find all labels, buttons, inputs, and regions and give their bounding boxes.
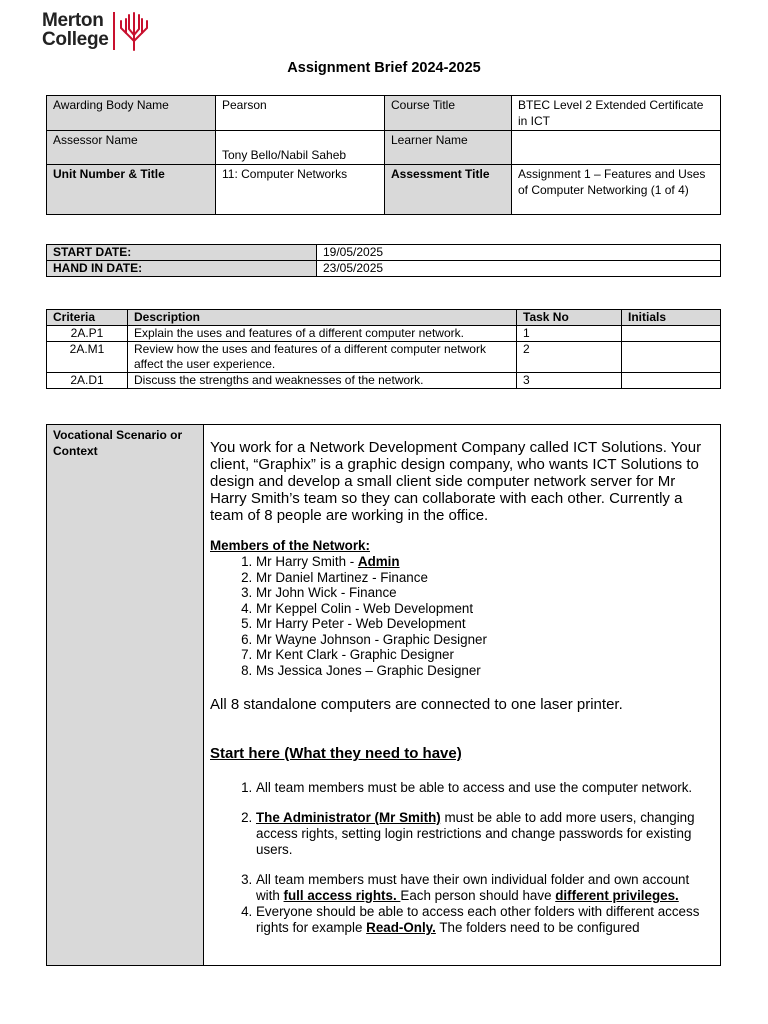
criteria-initials[interactable]	[622, 373, 721, 389]
printer-note: All 8 standalone computers are connected to one laser printer.	[210, 696, 623, 713]
table-row	[47, 326, 721, 342]
initials-header: Initials	[622, 310, 721, 326]
criteria-initials[interactable]	[622, 342, 721, 373]
members-list	[210, 554, 714, 678]
dates-table	[46, 244, 721, 277]
logo-divider	[113, 12, 115, 50]
list-item	[256, 810, 714, 858]
need-text: Everyone should be able to access each other folders with different access rights for example	[256, 904, 700, 935]
start-date-label: START DATE:	[47, 245, 317, 261]
criteria-description: Review how the uses and features of a different computer network affect the user experience.	[128, 342, 517, 373]
unit-label: Unit Number & Title	[47, 165, 216, 215]
course-title-value: BTEC Level 2 Extended Certificate in ICT	[512, 96, 721, 131]
list-item	[256, 554, 714, 570]
scenario-content	[204, 425, 721, 966]
criteria-header-row	[47, 310, 721, 326]
table-row	[47, 425, 721, 966]
criteria-description: Explain the uses and features of a different computer network.	[128, 326, 517, 342]
members-heading: Members of the Network:	[210, 538, 370, 553]
handin-date-value: 23/05/2025	[317, 261, 721, 277]
table-row	[47, 96, 721, 131]
criteria-task: 2	[517, 342, 622, 373]
needs-list	[210, 780, 714, 936]
table-row	[47, 131, 721, 165]
list-item: 7. Mr Kent Clark - Graphic Designer	[256, 647, 714, 663]
criteria-code: 2A.M1	[47, 342, 128, 373]
course-title-label: Course Title	[385, 96, 512, 131]
handin-date-label: HAND IN DATE:	[47, 261, 317, 277]
list-item: 4. Mr Keppel Colin - Web Development	[256, 601, 714, 617]
assessor-value: Tony Bello/Nabil Saheb	[216, 131, 385, 165]
criteria-code: 2A.P1	[47, 326, 128, 342]
read-only-highlight: Read-Only.	[366, 920, 436, 935]
list-item: 2. Mr Daniel Martinez - Finance	[256, 570, 714, 586]
logo-text	[42, 11, 109, 49]
table-row	[47, 245, 721, 261]
start-heading: Start here (What they need to have)	[210, 745, 462, 762]
admin-role: Admin	[357, 554, 400, 569]
start-date-value: 19/05/2025	[317, 245, 721, 261]
assessor-label: Assessor Name	[47, 131, 216, 165]
page-title: Assignment Brief 2024-2025	[287, 60, 481, 76]
logo-line2: College	[42, 29, 109, 50]
list-item: 8. Ms Jessica Jones – Graphic Designer	[256, 663, 714, 679]
need-text: must be able to add more users, changing access rights, setting login restrictions and change passwords for existing users.	[256, 810, 695, 857]
need-text: All team members must have their own individual folder and own account with	[256, 872, 690, 903]
unit-value: 11: Computer Networks	[216, 165, 385, 215]
table-row	[47, 165, 721, 215]
list-item	[256, 872, 714, 904]
logo-line1: Merton	[42, 10, 104, 31]
list-item: 5. Mr Harry Peter - Web Development	[256, 616, 714, 632]
criteria-description: Discuss the strengths and weaknesses of the network.	[128, 373, 517, 389]
admin-highlight: The Administrator (Mr Smith)	[256, 810, 441, 825]
college-logo	[42, 11, 150, 53]
scenario-label: Vocational Scenario or Context	[47, 425, 204, 966]
table-row	[47, 261, 721, 277]
list-item: 1. All team members must be able to access and use the computer network.	[256, 780, 714, 796]
scenario-intro: You work for a Network Development Company called ICT Solutions. Your client, “Graphix” is a graphic design company, who wants ICT Solutions to design and develop a small client side computer network server for Mr Harry Smith’s team so they can collaborate with each other. Currently a team of 8 people are working in the office.	[210, 439, 702, 524]
criteria-task: 1	[517, 326, 622, 342]
awarding-body-label: Awarding Body Name	[47, 96, 216, 131]
learner-label: Learner Name	[385, 131, 512, 165]
table-row	[47, 373, 721, 389]
member-name: Mr Harry Smith -	[256, 554, 358, 569]
list-item	[256, 904, 714, 936]
tree-icon	[118, 11, 150, 51]
full-access-highlight: full access rights.	[283, 888, 401, 903]
criteria-code: 2A.D1	[47, 373, 128, 389]
assessment-title-label: Assessment Title	[385, 165, 512, 215]
assessment-title-value: Assignment 1 – Features and Uses of Computer Networking (1 of 4)	[512, 165, 721, 215]
description-header: Description	[128, 310, 517, 326]
criteria-header: Criteria	[47, 310, 128, 326]
criteria-table	[46, 309, 721, 389]
awarding-body-value: Pearson	[216, 96, 385, 131]
task-header: Task No	[517, 310, 622, 326]
list-item: 3. Mr John Wick - Finance	[256, 585, 714, 601]
scenario-table	[46, 424, 721, 966]
criteria-initials[interactable]	[622, 326, 721, 342]
privileges-highlight: different privileges.	[555, 888, 679, 903]
table-row	[47, 342, 721, 373]
info-table	[46, 95, 721, 215]
need-text: Each person should have	[400, 888, 556, 903]
criteria-task: 3	[517, 373, 622, 389]
need-text: The folders need to be configured	[435, 920, 640, 935]
list-item: 6. Mr Wayne Johnson - Graphic Designer	[256, 632, 714, 648]
learner-value[interactable]	[512, 131, 721, 165]
